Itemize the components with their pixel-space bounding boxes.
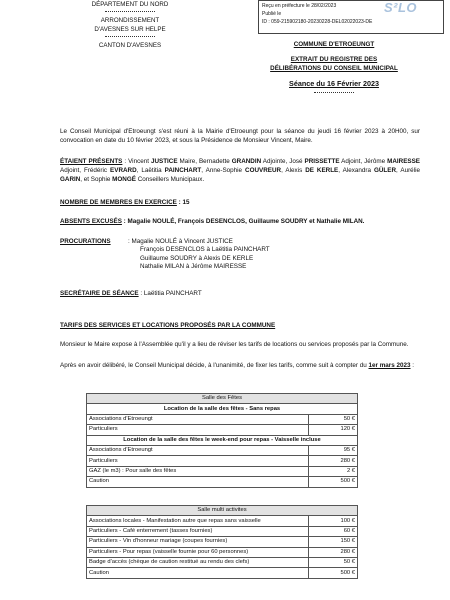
presents-text: , Laëtitia	[136, 166, 165, 174]
salle-multi-activites-table	[86, 505, 358, 579]
table-subheader: Location de la salle des fêtes le week-end pour repas - Vaisselle incluse	[87, 435, 358, 445]
table-row	[87, 547, 358, 557]
row-label: Associations d'Etroeungt	[87, 445, 309, 455]
prefecture-stamp	[258, 0, 444, 34]
presents-text: Adjoint, Jérôme	[339, 158, 388, 165]
member-name: MAIRESSE	[387, 158, 420, 165]
row-value: 60 €	[309, 526, 358, 536]
row-label: Particuliers - Pour repas (vaisselle fournie pour 60 personnes)	[87, 547, 309, 557]
table-row	[87, 526, 358, 536]
row-value: 500 €	[309, 477, 358, 487]
stamp-received: Reçu en préfecture le 28/02/2023	[262, 3, 337, 9]
row-label: Particuliers	[87, 425, 309, 435]
absents-text: : Magalie NOULÉ, François DESENCLOS, Guillaume SOUDRY et Nathalie MILAN.	[121, 218, 365, 225]
row-value: 280 €	[309, 456, 358, 466]
header-dots	[314, 92, 354, 93]
table-title: Salle multi activites	[87, 506, 358, 516]
table-row	[87, 557, 358, 567]
table-row	[87, 466, 358, 476]
row-label: Associations locales - Manifestation autre que repas sans vaisselle	[87, 516, 309, 526]
arrondissement-line: ARRONDISSEMENT	[100, 17, 160, 24]
presents-text: , Alexandra	[338, 166, 374, 174]
presents-text: Adjoint, Frédéric	[60, 166, 111, 174]
member-name: GARIN	[60, 175, 81, 183]
row-label: Particuliers - Café enterrement (tasses fournies)	[87, 526, 309, 536]
row-label: Caution	[87, 568, 309, 578]
slo-logo: S²LO	[383, 0, 417, 15]
procuration-item: Nathalie MILAN à Jérôme MAIRESSE	[140, 262, 247, 270]
row-value: 2 €	[309, 466, 358, 476]
table-title-row	[87, 394, 358, 404]
arrondissement-city-line: D'AVESNES SUR HELPE	[94, 26, 166, 33]
decision-paragraph	[60, 362, 420, 371]
department-header	[40, 0, 220, 50]
row-label: GAZ (le m3) : Pour salle des fêtes	[87, 466, 309, 476]
secretary-line	[60, 290, 420, 299]
row-value: 280 €	[309, 547, 358, 557]
member-name: GÜLER	[373, 166, 397, 174]
row-label: Particuliers	[87, 456, 309, 466]
table-row	[87, 477, 358, 487]
table-title-row	[87, 506, 358, 516]
row-value: 120 €	[309, 425, 358, 435]
member-name: PAINCHART	[164, 166, 202, 174]
table-row	[87, 516, 358, 526]
presents-text: Adjointe, José	[261, 158, 305, 165]
row-value: 500 €	[309, 568, 358, 578]
row-value: 50 €	[309, 414, 358, 424]
presents-label: ÉTAIENT PRÉSENTS	[60, 158, 123, 165]
members-count	[60, 199, 420, 208]
intro-paragraph: Le Conseil Municipal d'Etroeungt s'est réuni à la Mairie d'Etroeungt pour la séance du jeudi 16 février 2023 à 20H00, sur convocation en date du 10 février 2023, et sous la Présidence de Monsieur Vincent, Maire.	[60, 128, 420, 144]
absents-label: ABSENTS EXCUSÉS	[60, 218, 122, 225]
table-title: Salle des Fêtes	[87, 394, 358, 404]
department-line: DÉPARTEMENT DU NORD	[91, 1, 169, 8]
presents-text: , Anne-Sophie	[201, 166, 246, 174]
stamp-published: Publié le	[262, 11, 282, 17]
table-row	[87, 568, 358, 578]
presents-paragraph	[60, 158, 420, 184]
table-subheader-row	[87, 435, 358, 445]
session-date: Séance du 16 Février 2023	[289, 79, 379, 89]
presents-text: , et Sophie	[80, 175, 113, 183]
table-row	[87, 445, 358, 455]
secretary-text: : Laëtitia PAINCHART	[138, 290, 202, 297]
presents-text: : Vincent	[122, 158, 151, 165]
expose-paragraph: Monsieur le Maire expose à l'Assemblée qu'il y a lieu de réviser les tarifs de locations ou services proposés par la Commune.	[60, 341, 409, 348]
presents-text: , Alexis	[281, 166, 306, 174]
section-title: TARIFS DES SERVICES ET LOCATIONS PROPOSÉS PAR LA COMMUNE	[60, 322, 276, 329]
stamp-id: ID : 059-215902180-20230228-DEL02022023-DE	[262, 19, 373, 25]
member-name: PRISSETTE	[304, 158, 340, 165]
header-rule	[105, 36, 155, 37]
presents-text: Conseillers Municipaux.	[135, 175, 205, 183]
members-value: : 15	[176, 199, 190, 206]
table-row	[87, 414, 358, 424]
salle-des-fetes-table	[86, 393, 358, 488]
member-name: COUVREUR	[245, 166, 282, 174]
decision-text-end: :	[410, 362, 415, 369]
member-name: GRANDIN	[231, 158, 262, 165]
procurations-label-line	[60, 238, 111, 246]
commune-name: COMMUNE D'ETROEUNGT	[293, 41, 375, 48]
decision-text: Après en avoir délibéré, le Conseil Municipal décide, à l'unanimité, de fixer les tarifs, comme suit à compter du	[60, 362, 369, 369]
member-name: MONGÉ	[112, 175, 136, 183]
procurations-label: PROCURATIONS	[60, 238, 111, 245]
members-label: NOMBRE DE MEMBRES EN EXERCICE	[60, 199, 177, 206]
header-rule	[105, 11, 155, 12]
row-value: 95 €	[309, 445, 358, 455]
absents-line	[60, 218, 420, 227]
procuration-item: François DESENCLOS à Laëtitia PAINCHART	[140, 246, 270, 254]
secretary-label: SECRÉTAIRE DE SÉANCE	[60, 290, 139, 297]
row-label: Associations d'Etroeungt	[87, 414, 309, 424]
extract-title-2: DÉLIBÉRATIONS DU CONSEIL MUNICIPAL	[270, 64, 398, 72]
presents-text: Maire, Bernadette	[177, 158, 232, 165]
procuration-item: : Magalie NOULÉ à Vincent JUSTICE	[128, 238, 233, 245]
table-row	[87, 456, 358, 466]
row-value: 50 €	[309, 557, 358, 567]
row-value: 150 €	[309, 537, 358, 547]
member-name: EVRARD	[110, 166, 137, 174]
procurations-list	[128, 238, 270, 271]
table-subheader-row	[87, 404, 358, 414]
table-row	[87, 537, 358, 547]
row-label: Badge d'accès (chèque de caution restitué au rendu des clefs)	[87, 557, 309, 567]
table-row	[87, 425, 358, 435]
procuration-item: Guillaume SOUDRY à Alexis DE KERLE	[140, 254, 254, 262]
member-name: DE KERLE	[305, 166, 339, 174]
decision-date: 1er mars 2023	[368, 362, 411, 369]
row-label: Caution	[87, 477, 309, 487]
row-label: Particuliers - Vin d'honneur mariage (coupes fournies)	[87, 537, 309, 547]
row-value: 100 €	[309, 516, 358, 526]
extract-title-1: EXTRAIT DU REGISTRE DES	[290, 56, 378, 64]
table-subheader: Location de la salle des fêtes - Sans repas	[87, 404, 358, 414]
commune-header	[234, 41, 434, 93]
presents-text: , Aurélie	[396, 166, 420, 174]
canton-line: CANTON D'AVESNES	[98, 42, 162, 49]
member-name: JUSTICE	[150, 158, 178, 165]
